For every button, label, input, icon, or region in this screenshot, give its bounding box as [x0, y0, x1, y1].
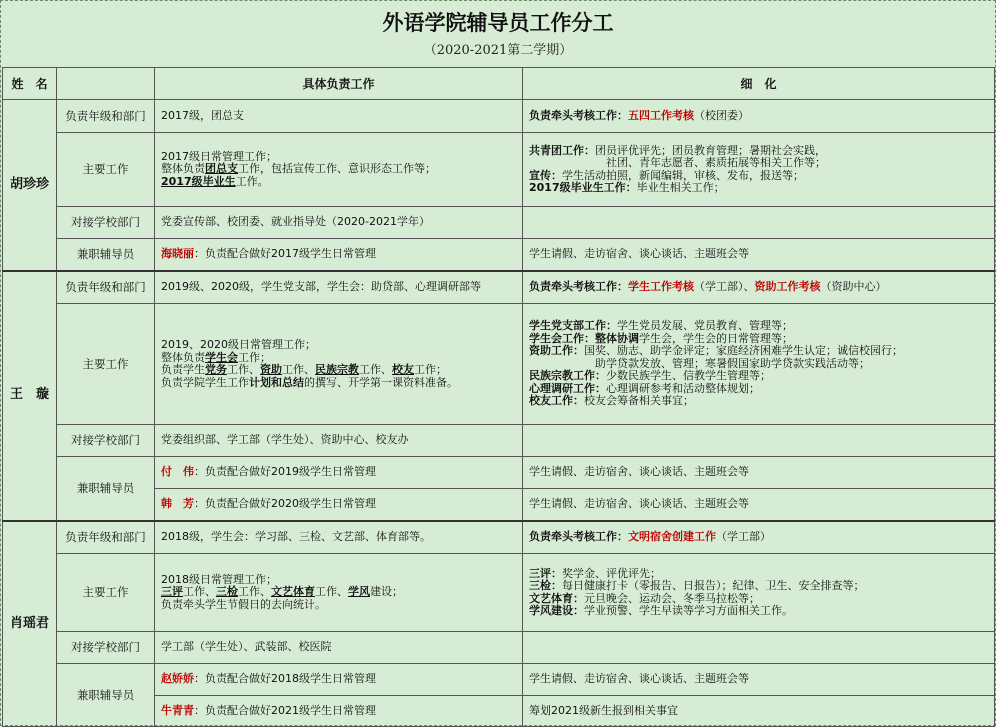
text: 民族宗教 [315, 363, 359, 376]
main-work-cell [155, 304, 523, 425]
text: （学工部）、 [694, 280, 755, 293]
table-row [3, 457, 995, 489]
text: 共青团工作： [529, 143, 595, 157]
text: 三评： [529, 566, 562, 580]
main-detail-cell [523, 304, 995, 425]
text: 学风建设： [529, 604, 584, 617]
text: 整体负责 [161, 162, 205, 176]
text: 工作； [238, 350, 271, 364]
text: 文艺体育： [529, 591, 584, 605]
table-row [3, 100, 995, 133]
text: 学生会工作： [529, 331, 595, 345]
text: 每日健康打卡（零报告、日报告）；纪律、卫生、安全排查等； [562, 579, 865, 592]
header-name: 姓 名 [3, 68, 57, 100]
row-label-main: 主要工作 [57, 554, 155, 632]
text: 工作、 [183, 585, 216, 599]
text: ：负责配合做好2020级学生日常管理 [194, 497, 376, 510]
text: 三检： [529, 579, 562, 592]
text: 国奖、励志、助学金评定；家庭经济困难学生认定；诚信校园行； [584, 344, 903, 358]
part-detail-cell: 学生请假、走访宿舍、谈心谈话、主题班会等 [523, 664, 995, 696]
detail-line [529, 395, 988, 408]
grade-detail-cell [523, 100, 995, 133]
text: 校友工作： [529, 394, 584, 408]
row-label-grade: 负责年级和部门 [57, 100, 155, 133]
grade-cell: 2019级、2020级，学生党支部，学生会：助贷部、心理调研部等 [155, 271, 523, 304]
text: 学业预警、学生早读等学习方面相关工作。 [584, 604, 793, 617]
person-name: 肖瑶君 [3, 521, 57, 727]
text: 心理调研工作： [529, 381, 606, 395]
text: 毕业生相关工作； [636, 181, 725, 194]
page-title: 外语学院辅导员工作分工 [382, 10, 614, 35]
text: 学生会，学生会的日常管理等； [639, 331, 793, 345]
table-row [3, 632, 995, 664]
text: 资助工作： [529, 344, 584, 358]
table-row [3, 664, 995, 696]
text: 工作、 [282, 363, 315, 376]
assignment-table [2, 67, 995, 727]
text: 心理调研参考和活动整体规划； [606, 381, 760, 395]
row-label-part: 兼职辅导员 [57, 664, 155, 727]
assistant-name: 赵娇娇 [161, 672, 194, 686]
part-cell [155, 489, 523, 521]
detail-highlight: 五四工作考核 [628, 108, 694, 122]
grade-cell: 2018级，学生会：学习部、三检、文艺部、体育部等。 [155, 521, 523, 554]
text: 工作，包括宣传工作、意识形态工作等； [238, 162, 436, 176]
assistant-name: 牛青青 [161, 703, 194, 717]
text: 党务 [205, 363, 227, 376]
part-cell [155, 696, 523, 727]
table-row [3, 271, 995, 304]
assistant-name: 海晓丽 [161, 247, 194, 260]
text: 学生党支部工作： [529, 319, 617, 333]
work-line: 2018级日常管理工作； [161, 572, 277, 586]
text: 建设； [370, 585, 403, 599]
table-row [3, 554, 995, 632]
header-detail: 细 化 [523, 68, 995, 100]
header-blank [57, 68, 155, 100]
detail-highlight: 资助工作考核 [754, 280, 821, 293]
assistant-name: 韩 芳 [161, 497, 194, 510]
row-label-dept: 对接学校部门 [57, 632, 155, 664]
text: （资助中心） [820, 280, 887, 293]
detail-label: 负责牵头考核工作： [529, 280, 628, 293]
row-label-grade: 负责年级和部门 [57, 271, 155, 304]
part-cell [155, 457, 523, 489]
work-line: 2019、2020级日常管理工作； [161, 338, 316, 351]
text: 2017级毕业生工作： [529, 181, 637, 194]
text: 负责学院学生工作 [161, 375, 249, 389]
dept-detail-cell [523, 632, 995, 664]
detail-line [529, 605, 988, 618]
text: 奖学金、评优评先； [562, 566, 661, 580]
dept-detail-cell [523, 207, 995, 239]
text: 资助 [260, 363, 282, 376]
text: 工作、 [238, 585, 271, 599]
grade-cell: 2017级，团总支 [155, 100, 523, 133]
detail-line: 助学贷款发放、管理；寒暑假国家助学贷款实践活动等； [595, 356, 870, 370]
text: 学风 [348, 585, 370, 599]
part-cell [155, 664, 523, 696]
text: 工作； [414, 363, 447, 376]
part-detail-cell: 学生请假、走访宿舍、谈心谈话、主题班会等 [523, 489, 995, 521]
main-detail-cell [523, 133, 995, 207]
text: 的撰写、开学第一课资料准备。 [304, 375, 458, 389]
text: 元旦晚会、运动会、冬季马拉松等； [584, 591, 760, 605]
text: 整体负责 [161, 350, 205, 364]
dept-cell: 党委组织部、学工部（学生处）、资助中心、校友办 [155, 425, 523, 457]
grade-detail-cell [523, 271, 995, 304]
main-detail-cell [523, 554, 995, 632]
table-row [3, 239, 995, 271]
text: 少数民族学生、信教学生管理等； [606, 369, 771, 383]
text: ：负责配合做好2017级学生日常管理 [194, 247, 376, 260]
work-line [161, 176, 516, 189]
assistant-name: 付 伟 [161, 465, 194, 479]
person-name: 胡珍珍 [3, 100, 57, 271]
table-row [3, 425, 995, 457]
text: 团总支 [205, 162, 238, 176]
main-work-cell [155, 133, 523, 207]
text: 学生党员发展、党员教育、管理等； [617, 319, 793, 333]
row-label-grade: 负责年级和部门 [57, 521, 155, 554]
text: 民族宗教工作： [529, 369, 606, 383]
dept-cell: 党委宣传部、校团委、就业指导处（2020-2021学年） [155, 207, 523, 239]
dept-detail-cell [523, 425, 995, 457]
row-label-dept: 对接学校部门 [57, 207, 155, 239]
detail-highlight: 学生工作考核 [628, 280, 694, 293]
text: 工作。 [235, 174, 269, 188]
part-detail-cell: 学生请假、走访宿舍、谈心谈话、主题班会等 [523, 457, 995, 489]
text: ：负责配合做好2021级学生日常管理 [194, 703, 376, 717]
text: 校友会筹备相关事宜； [584, 394, 694, 408]
text: 校友 [392, 363, 414, 376]
text: 2017级毕业生 [161, 174, 236, 188]
row-label-part: 兼职辅导员 [57, 457, 155, 521]
detail-label: 负责牵头考核工作： [529, 530, 628, 543]
text: 学生活动拍照，新闻编辑，审核、发布，报送等； [562, 168, 804, 182]
text: 团员评优评先；团员教育管理；暑期社会实践， [595, 143, 826, 157]
table-row [3, 133, 995, 207]
header-row [3, 68, 995, 100]
text: ：负责配合做好2019级学生日常管理 [194, 465, 376, 479]
text: 整体协调 [595, 331, 639, 345]
part-detail-cell: 学生请假、走访宿舍、谈心谈话、主题班会等 [523, 239, 995, 271]
work-line [161, 377, 516, 390]
row-label-dept: 对接学校部门 [57, 425, 155, 457]
detail-line [529, 345, 988, 358]
row-label-part: 兼职辅导员 [57, 239, 155, 271]
text: 三检 [216, 585, 238, 599]
detail-line: 社团、青年志愿者、素质拓展等相关工作等； [606, 156, 826, 169]
text: ：负责配合做好2018级学生日常管理 [194, 672, 376, 686]
person-name: 王 璇 [3, 271, 57, 521]
text: 宣传： [529, 168, 562, 182]
work-line [161, 586, 516, 599]
part-detail-cell: 筹划2021级新生报到相关事宜 [523, 696, 995, 727]
text: 文艺体育 [271, 585, 315, 599]
work-line: 2017级日常管理工作； [161, 149, 277, 163]
part-cell [155, 239, 523, 271]
grade-detail-cell [523, 521, 995, 554]
text: 计划和总结 [249, 375, 304, 389]
text: 工作、 [227, 363, 260, 376]
text: 工作、 [359, 363, 392, 376]
text: 负责学生 [161, 363, 205, 376]
detail-highlight: 文明宿舍创建工作 [628, 530, 716, 543]
detail-tail: （校团委） [694, 108, 749, 122]
row-label-main: 主要工作 [57, 304, 155, 425]
text: 三评 [161, 585, 183, 599]
dept-cell: 学工部（学生处）、武装部、校医院 [155, 632, 523, 664]
table-row [3, 521, 995, 554]
row-label-main: 主要工作 [57, 133, 155, 207]
main-work-cell [155, 554, 523, 632]
table-row [3, 304, 995, 425]
page-subtitle: （2020-2021第二学期） [423, 43, 573, 58]
detail-label: 负责牵头考核工作： [529, 108, 628, 122]
header-work: 具体负责工作 [155, 68, 523, 100]
text: （学工部） [716, 530, 771, 543]
work-line: 负责牵头学生节假日的去向统计。 [161, 597, 326, 611]
text: 工作、 [315, 585, 348, 599]
text: 学生会 [205, 350, 238, 364]
detail-line [529, 182, 988, 195]
table-row [3, 207, 995, 239]
